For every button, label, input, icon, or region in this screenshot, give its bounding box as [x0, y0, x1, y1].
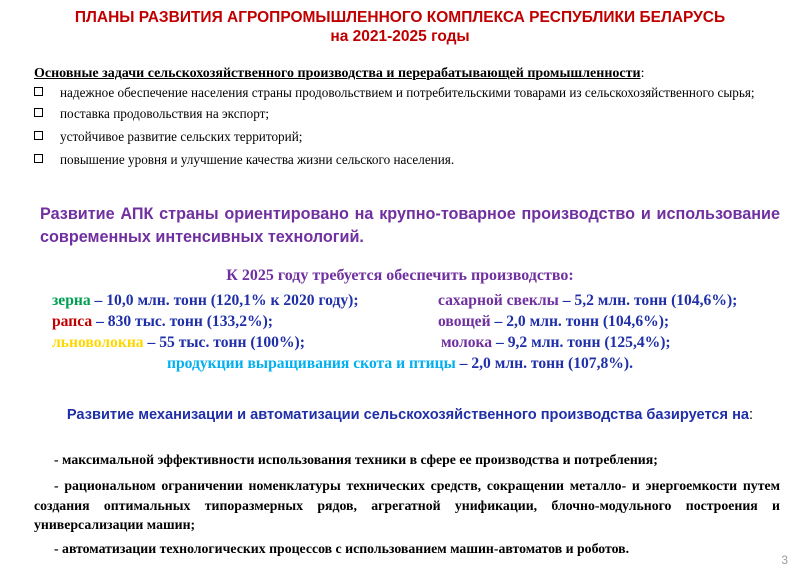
checkbox-bullet-icon [34, 108, 43, 117]
checkbox-bullet-icon [34, 131, 43, 140]
production-item-sugar-beet [438, 292, 737, 310]
tasks-heading-text: Основные задачи сельскохозяйственного производства и перерабатывающей промышленности [34, 66, 641, 81]
product-name: зерна [52, 292, 91, 309]
requirements-heading: К 2025 году требуется обеспечить производство: [226, 267, 574, 284]
production-item-flax [52, 334, 305, 352]
page-subtitle: на 2021-2025 годы [330, 28, 470, 45]
product-name: рапса [52, 313, 93, 330]
production-item-livestock [0, 355, 800, 373]
tasks-list [34, 84, 780, 168]
list-item-text: устойчивое развитие сельских территорий; [60, 129, 303, 144]
orientation-statement: Развитие АПК страны ориентировано на крупно-товарное производство и использование современных интенсивных технологий. [40, 205, 780, 246]
page-title: ПЛАНЫ РАЗВИТИЯ АГРОПРОМЫШЛЕННОГО КОМПЛЕКСА РЕСПУБЛИКИ БЕЛАРУСЬ [74, 9, 726, 26]
mechanization-heading-colon: : [749, 407, 754, 423]
product-value: – 5,2 млн. тонн (104,6%); [558, 292, 738, 309]
product-value: – 2,0 млн. тонн (107,8%). [455, 355, 633, 372]
mechanization-item: - автоматизации технологических процессов с использованием машин-автоматов и роботов. [54, 541, 630, 556]
product-name: сахарной свеклы [438, 292, 559, 309]
production-item-milk [441, 334, 671, 352]
checkbox-bullet-icon [34, 87, 43, 96]
list-item-text: поставка продовольствия на экспорт; [60, 106, 270, 121]
tasks-heading [34, 66, 780, 82]
product-name: продукции выращивания скота и птицы [166, 355, 456, 372]
mechanization-heading-text: Развитие механизации и автоматизации сельскохозяйственного производства базируется на [66, 407, 750, 423]
product-value: – 55 тыс. тонн (100%); [143, 334, 305, 351]
list-item-text: надежное обеспечение населения страны продовольствием и потребительскими товарами из сельскохозяйственного сырья; [60, 85, 755, 100]
production-item-vegetables [438, 313, 669, 331]
product-value: – 830 тыс. тонн (133,2%); [92, 313, 273, 330]
list-item-text: повышение уровня и улучшение качества жизни сельского населения. [60, 152, 455, 167]
list-item [34, 128, 780, 145]
mechanization-item: - рациональном ограничении номенклатуры технических средств, сокращении металло- и энергоемкости путем создания оптимальных типоразмерных рядов, агрегатной унификации, блочно-модульного построения и универсализации машин; [34, 478, 780, 532]
page-number: 3 [781, 553, 788, 567]
product-name: овощей [438, 313, 491, 330]
product-name: льноволокна [52, 334, 144, 351]
product-value: – 10,0 млн. тонн (120,1% к 2020 году); [90, 292, 359, 309]
product-value: – 2,0 млн. тонн (104,6%); [490, 313, 670, 330]
product-name: молока [441, 334, 493, 351]
list-item [34, 151, 780, 168]
mechanization-item: - максимальной эффективности использования техники в сфере ее производства и потребления; [54, 452, 658, 467]
mechanization-heading [40, 405, 780, 425]
production-item-rapeseed [52, 313, 273, 331]
checkbox-bullet-icon [34, 154, 43, 163]
list-item [34, 105, 780, 122]
production-item-grain [52, 292, 359, 310]
list-item [34, 84, 780, 101]
product-value: – 9,2 млн. тонн (125,4%); [492, 334, 671, 351]
tasks-heading-colon: : [640, 66, 645, 81]
